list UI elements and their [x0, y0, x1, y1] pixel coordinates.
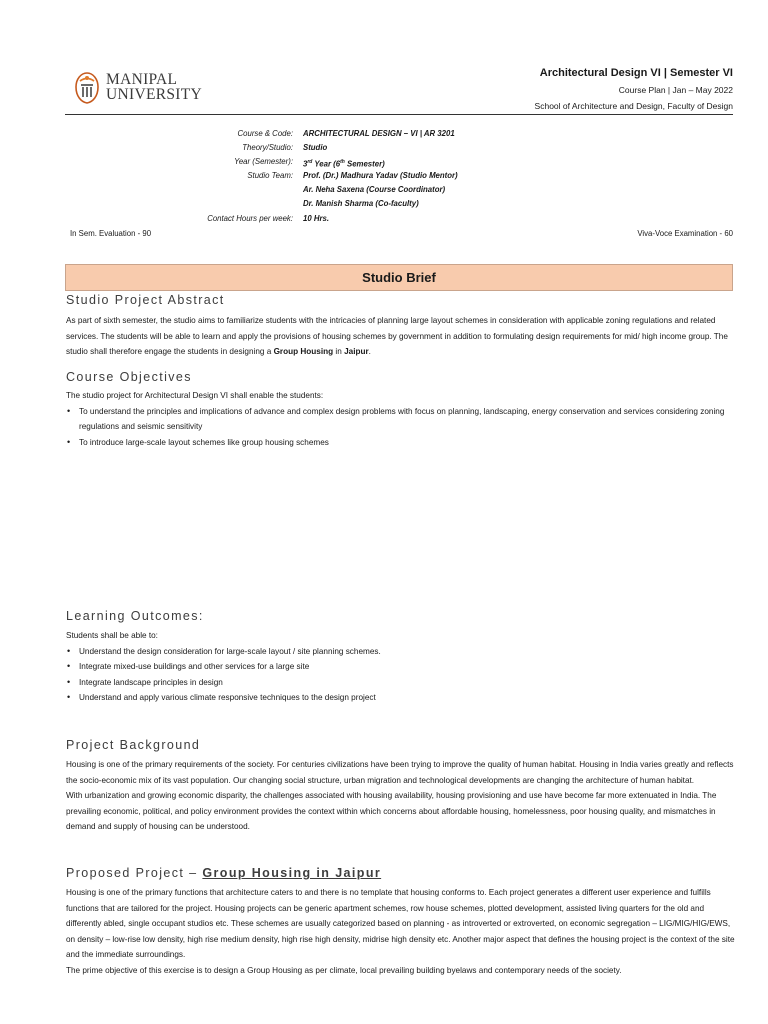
list-item: • Understand and apply various climate responsive techniques to the design project	[66, 690, 741, 706]
year-semester-value: 3rd Year (6th Semester)	[303, 159, 385, 169]
school-name: School of Architecture and Design, Faculty of Design	[534, 101, 733, 111]
outcomes-block	[66, 628, 741, 706]
proposed-project-name: Group Housing in Jaipur	[202, 866, 382, 880]
outcomes-list	[66, 644, 741, 706]
course-plan-dates: Course Plan | Jan – May 2022	[618, 85, 733, 95]
year-semester-label: Year (Semester):	[234, 157, 293, 166]
in-sem-evaluation: In Sem. Evaluation - 90	[70, 229, 152, 238]
theory-studio-value: Studio	[303, 143, 328, 152]
list-item: • To introduce large-scale layout schemes like group housing schemes	[66, 435, 741, 451]
proposed-heading: Proposed Project – Group Housing in Jaipur	[66, 866, 382, 880]
course-title: Architectural Design VI | Semester VI	[539, 67, 733, 79]
header-divider	[65, 114, 733, 115]
studio-brief-banner	[65, 264, 733, 291]
contact-hours-value: 10 Hrs.	[303, 214, 330, 223]
abstract-heading: Studio Project Abstract	[66, 293, 225, 307]
proposed-paragraph-2: The prime objective of this exercise is to design a Group Housing as per climate, local prevailing building byelaws and contemporary needs of the society.	[66, 965, 622, 975]
abstract-text: As part of sixth semester, the studio aims to familiarize students with the intricacies of planning large layout schemes in consideration with applicable zoning regulations and related services. The students will be able to learn and apply the provisions of housing schemes by government in addition to formulating design requirements for mid/ high income group. The studio shall therefore engage the students in designing a Group Housing in Jaipur.	[66, 316, 728, 356]
objectives-heading: Course Objectives	[66, 370, 192, 384]
list-item: • Understand the design consideration for large-scale layout / site planning schemes.	[66, 644, 741, 660]
logo-text-line2: UNIVERSITY	[106, 86, 202, 103]
outcomes-intro: Students shall be able to:	[66, 631, 158, 640]
studio-team-label: Studio Team:	[247, 171, 293, 180]
studio-team-member-2: Ar. Neha Saxena (Course Coordinator)	[303, 185, 446, 194]
studio-team-member-1: Prof. (Dr.) Madhura Yadav (Studio Mentor)	[303, 171, 458, 180]
viva-voce-examination: Viva-Voce Examination - 60	[637, 229, 733, 238]
course-code-value: ARCHITECTURAL DESIGN – VI | AR 3201	[303, 129, 455, 138]
background-heading: Project Background	[66, 738, 201, 752]
list-item: • Integrate mixed-use buildings and other services for a large site	[66, 659, 741, 675]
university-emblem-icon	[72, 70, 102, 106]
background-text	[66, 757, 741, 835]
list-item: • To understand the principles and implications of advance and complex design problems with focus on planning, landscaping, energy conservation and services considering zoning regulations and seismic sensitivity	[66, 404, 741, 435]
theory-studio-label: Theory/Studio:	[242, 143, 293, 152]
objectives-list	[66, 404, 741, 451]
contact-hours-label: Contact Hours per week:	[207, 214, 293, 223]
course-code-label: Course & Code:	[237, 129, 293, 138]
list-item: • Integrate landscape principles in design	[66, 675, 741, 691]
studio-brief-title: Studio Brief	[362, 270, 436, 285]
objectives-block	[66, 388, 741, 450]
proposed-paragraph-1: Housing is one of the primary functions that architecture caters to and there is no template that housing conforms to. Each project generates a different user experience and fulfills functions that are tailored for the project. Housing projects can be generic apartment schemes, row house schemes, plotted development, assisted living quarters for the old and differently abled, single occupant studios etc. These schemes are usually categorized based on planning - as introverted or extroverted, on economic segregation – LIG/MIG/HIG/EWS, on density – low-rise low density, high rise medium density, high rise high density, midrise high density etc. Another major aspect that defines the housing project is the context of the site and the immediate surroundings.	[66, 888, 735, 959]
objectives-intro: The studio project for Architectural Design VI shall enable the students:	[66, 391, 324, 400]
logo-text-line1: MANIPAL	[106, 71, 178, 88]
background-paragraph-1: Housing is one of the primary requirements of the society. For centuries civilizations have been trying to improve the quality of human habitat. Housing in India varies greatly and reflects the socio-economic mix of its vast population. Our changing social structure, urban migration and technological developments are changing the architecture of human habitat.	[66, 760, 734, 785]
studio-team-member-3: Dr. Manish Sharma (Co-faculty)	[303, 199, 419, 208]
background-paragraph-2: With urbanization and growing economic disparity, the challenges associated with housing availability, housing provisioning and use have become far more extenuated in India. The prevailing economic, political, and policy environment provides the context within which concerns about affordable housing, homelessness, poor housing quality, and mismatches in demand and supply of housing can be understood.	[66, 791, 717, 831]
proposed-text	[66, 885, 741, 978]
outcomes-heading: Learning Outcomes:	[66, 609, 204, 623]
university-logo	[72, 70, 212, 110]
